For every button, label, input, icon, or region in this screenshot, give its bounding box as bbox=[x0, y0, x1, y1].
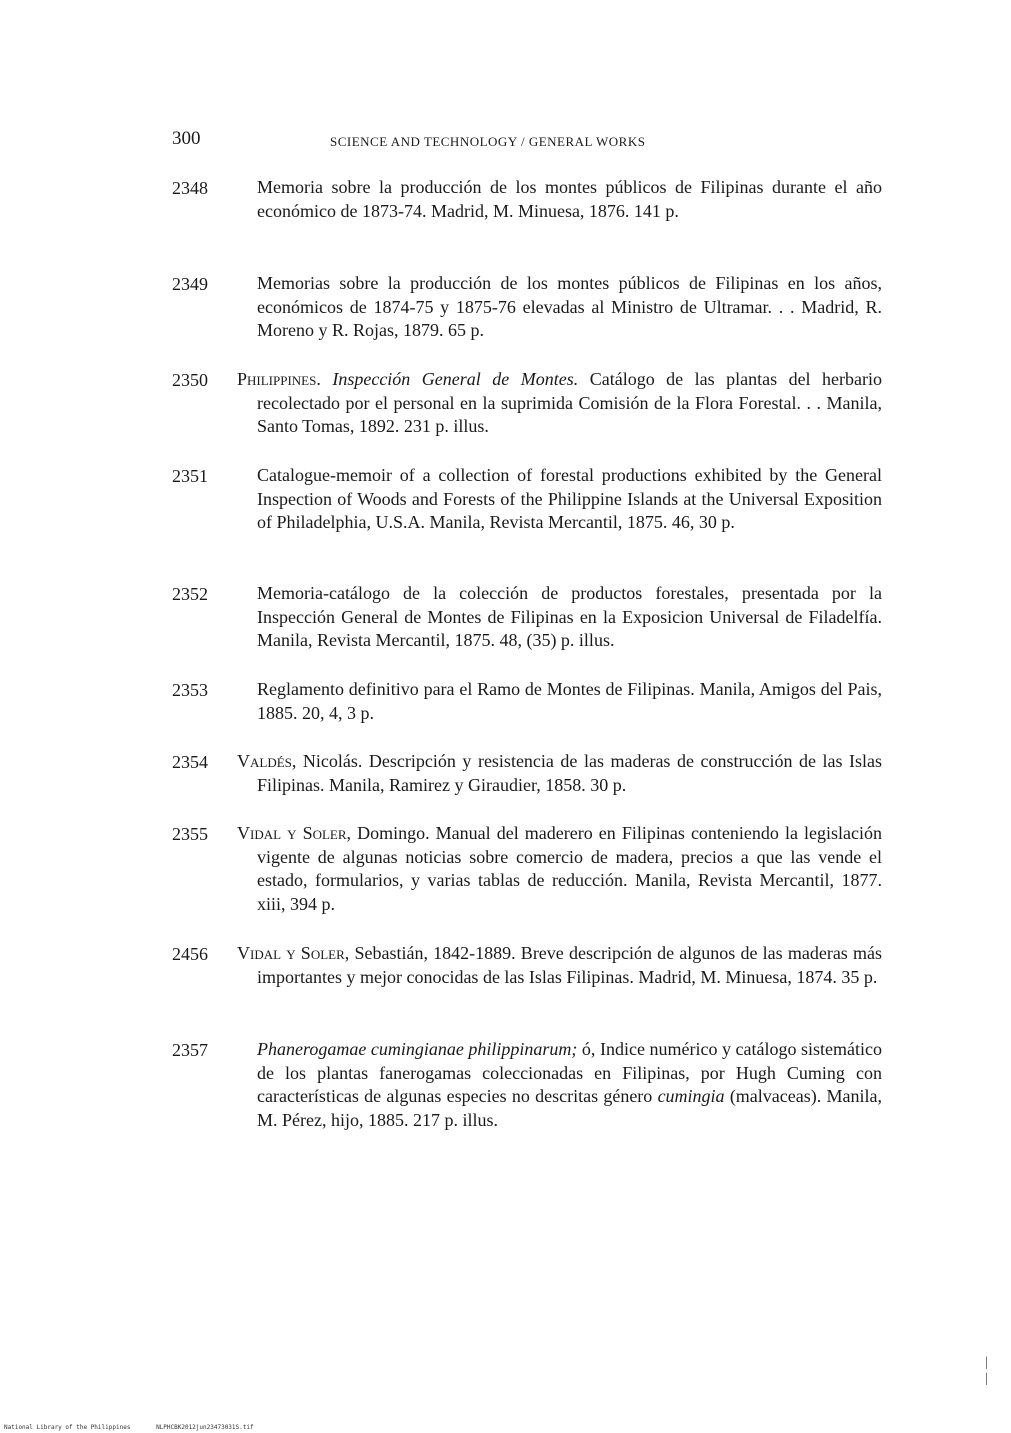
entry-body: Domingo. Manual del maderero en Filipinas conteniendo la legislación vigente de algunas noticias sobre comercio de madera, precios a que las vende el estado, formularios, y varias tablas de reducción. Manila, Revista Mercantil, 1877. xiii, 394 p. bbox=[257, 823, 883, 914]
entry-title-genus: cumingia bbox=[657, 1086, 725, 1106]
entry-body: Memorias sobre la producción de los montes públicos de Filipinas en los años, económicos de 1874-75 y 1875-76 elevadas al Ministro de Ultramar. . . Madrid, R. Moreno y R. Rojas, 1879. 65 p. bbox=[257, 273, 882, 340]
entry bbox=[172, 176, 882, 272]
entry-title: Phanerogamae cumingianae philippinarum; bbox=[257, 1039, 578, 1059]
entry-body: Sebastián, 1842-1889. Breve descripción de algunos de las maderas más importantes y mejor conocidas de las Islas Filipinas. Madrid, M. Minuesa, 1874. 35 p. bbox=[257, 943, 882, 987]
entry-text bbox=[237, 368, 883, 439]
entry-text bbox=[257, 678, 882, 725]
entry-body: Reglamento definitivo para el Ramo de Montes de Filipinas. Manila, Amigos del Pais, 1885. 20, 4, 3 p. bbox=[257, 679, 882, 723]
running-head: SCIENCE AND TECHNOLOGY / GENERAL WORKS bbox=[330, 134, 646, 149]
scan-footer bbox=[4, 1424, 276, 1431]
entry-title: Inspección General de Montes. bbox=[332, 369, 579, 389]
entry bbox=[172, 750, 882, 822]
entry bbox=[172, 368, 882, 464]
entry-body: Memoria-catálogo de la colección de productos forestales, presentada por la Inspección General de Montes de Filipinas en la Exposicion Universal de Filadelfía. Manila, Revista Mercantil, 1875. 48, (35) p. illus. bbox=[257, 583, 882, 650]
entry-author: Philippines. bbox=[237, 369, 321, 389]
entry bbox=[172, 822, 882, 942]
bibliography-list bbox=[172, 176, 882, 1168]
entry-author: Vidal y Soler, bbox=[237, 943, 350, 963]
entry-text bbox=[257, 272, 882, 343]
entry bbox=[172, 942, 882, 1038]
entry-number: 2355 bbox=[172, 824, 208, 844]
entry-author: Vidal y Soler, bbox=[237, 823, 352, 843]
entry-number: 2352 bbox=[172, 584, 208, 604]
entry-body: Catálogo de las plantas del herbario recolectado por el personal en la suprimida Comisión de la Flora Forestal. . . Manila, Santo Tomas, 1892. 231 p. illus. bbox=[257, 369, 883, 436]
entry-text bbox=[257, 176, 882, 223]
entry bbox=[172, 678, 882, 750]
entry-body: Nicolás. Descripción y resistencia de las maderas de construcción de las Islas Filipinas. Manila, Ramirez y Giraudier, 1858. 30 p. bbox=[257, 751, 882, 795]
entry-text bbox=[257, 1038, 882, 1132]
entry-number: 2349 bbox=[172, 274, 208, 294]
entry-body: ó, Indice numérico y catálogo sistemático de los plantas fanerogamas coleccionadas en Filipinas, por Hugh Cuming con características de algunas especies no descritas género bbox=[257, 1039, 883, 1106]
entry-number: 2351 bbox=[172, 466, 208, 486]
entry-body: Catalogue-memoir of a collection of forestal productions exhibited by the General Inspection of Woods and Forests of the Philippine Islands at the Universal Exposition of Philadelphia, U.S.A. Manila, Revista Mercantil, 1875. 46, 30 p. bbox=[257, 465, 882, 532]
entry-author: Valdés, bbox=[237, 751, 297, 771]
entry-number: 2354 bbox=[172, 752, 208, 772]
entry-text bbox=[257, 464, 882, 535]
entry-number: 2456 bbox=[172, 944, 208, 964]
entry-number: 2348 bbox=[172, 178, 208, 198]
entry-text bbox=[237, 942, 882, 989]
entry bbox=[172, 1038, 882, 1168]
entry-number: 2353 bbox=[172, 680, 208, 700]
scan-edge-mark: | | bbox=[985, 1355, 998, 1386]
entry-number: 2357 bbox=[172, 1040, 208, 1060]
entry bbox=[172, 582, 882, 678]
entry bbox=[172, 464, 882, 582]
entry-text bbox=[237, 750, 882, 797]
footer-filename: NLPHCBK2012jun23473031S.tif bbox=[156, 1424, 254, 1431]
footer-library: National Library of the Philippines bbox=[4, 1424, 131, 1431]
entry-text bbox=[237, 822, 883, 916]
entry-number: 2350 bbox=[172, 370, 208, 390]
entry-body-cont: (malvaceas). Manila, M. Pérez, hijo, 1885. 217 p. illus. bbox=[257, 1086, 882, 1130]
page-number: 300 bbox=[172, 128, 201, 149]
entry bbox=[172, 272, 882, 368]
entry-text bbox=[257, 582, 882, 653]
entry-body: Memoria sobre la producción de los montes públicos de Filipinas durante el año económico de 1873-74. Madrid, M. Minuesa, 1876. 141 p. bbox=[257, 177, 882, 221]
